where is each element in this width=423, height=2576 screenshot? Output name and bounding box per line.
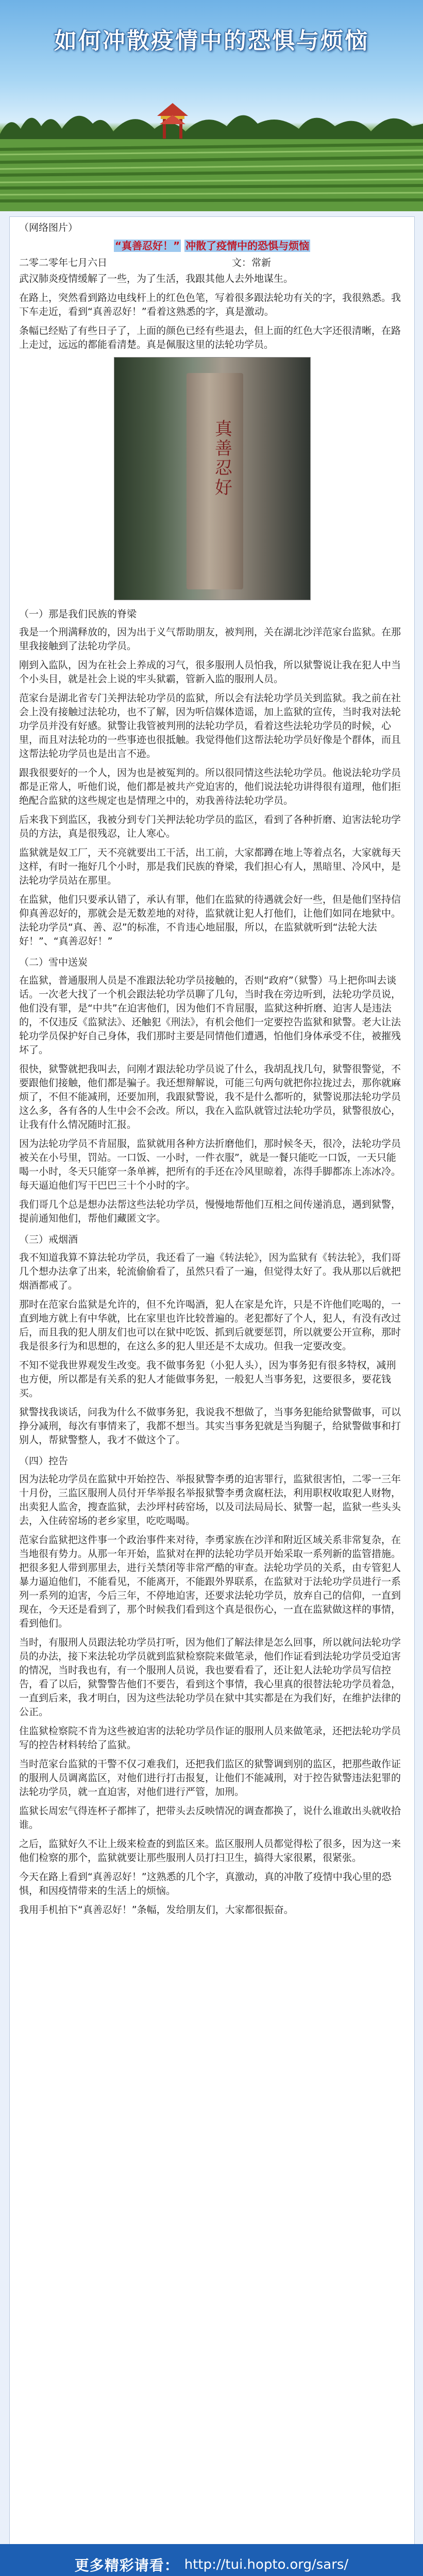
section-paragraph: 后来我下到监区，我被分到专门关押法轮功学员的监区，看到了各种折磨、迫害法轮功学员的方法，真是很残忍，让人寒心。: [19, 814, 401, 839]
image-source-note: （网络图片）: [19, 222, 78, 233]
section-paragraph: 那时在范家台监狱是允许的，但不允许喝酒，犯人在家是允许，只是不许他们吃喝的，一直到地方就上有中华就，比在家里也许比较普遍的。老犯都好了个人，犯人，有没有改过后，而且我的犯人朋友们也可以在狱中吃饭、抓到后就要惩罚，所以就要公开宣称，那时我是很多行为和思想的，在这么多的犯人里还是不太成功。但我一定要改变。: [19, 1299, 401, 1352]
section-paragraph: 范家台监狱把这件事一个政治事件来对待，李勇家族在沙洋和附近区域关系非常复杂，在当地很有势力。从那一年开始，监狱对在押的法轮功学员开始采取一系列新的监管措施。把很多犯人带到那里去，进行关禁闭等非常严酷的审查。法轮功学员的关系，由专管犯人暴力逼迫他们，不能看见，不能离开，不能跟外界联系，在监狱对于法轮功学员进行一系列一系列的迫害，今后三年，不停地迫害，还要求法轮功学员，放弃自己的信仰，一直到现在，今天还是看到了，那个时候我们看到这个真是很伤心，一直在监狱做这样的事情，看到他们。: [19, 1534, 401, 1629]
section-heading: （二）雪中送炭: [19, 957, 88, 968]
footer-link[interactable]: http://tui.hopto.org/sars/: [184, 2557, 349, 2572]
section-paragraph: 我用手机拍下“真善忍好！”条幅，发给朋友们，大家都很振奋。: [19, 1904, 294, 1916]
section-paragraph: 住监狱检察院不肯为这些被迫害的法轮功学员作证的服刑人员来做笔录，还把法轮功学员写的控告材料转给了监狱。: [19, 1725, 401, 1751]
article-sections: [19, 607, 405, 1917]
photo-subtitle-text: 冲散了疫情中的恐惧与烦恼: [185, 240, 310, 252]
section-paragraph: 在监狱，普通服刑人员是不准跟法轮功学员接触的，否则“政府”（狱警）马上把你叫去谈话。一次老大找了一个机会跟法轮功学员聊了几句，当时我在旁边听到，法轮功学员说，他们没有罪，是“中共”在迫害他们，因为他们不肯屈服，监狱这种折磨、迫害人是违法的，不仅违反《监狱法》、还触犯《刑法》，有机会他们一定要控告监狱和狱警。老大让法轮功学员保护好自己身体，我们那时主要是同情他们遭遇，怕他们身体承受不住，被摧残坏了。: [19, 975, 401, 1056]
article-container: [9, 216, 415, 2576]
section-paragraph: 刚到入监队，因为在社会上养成的习气，很多服刑人员怕我，所以狱警说让我在犯人中当个小头目，就是社会上说的牢头狱霸，管新入监的服刑人员。: [19, 659, 401, 685]
photo-pole-text: 真善忍好: [211, 419, 232, 498]
article-date: 二零二零年七月六日: [19, 257, 108, 268]
banner-photo: [114, 357, 311, 600]
section-heading: （四）控告: [19, 1455, 69, 1467]
article-body: [10, 217, 414, 1926]
section-paragraph: 今天在路上看到“真善忍好！”这熟悉的几个字，真激动，真的冲散了疫情中我心里的恐惧，和因疫情带来的生活上的烦恼。: [19, 1871, 392, 1896]
footer-label: 更多精彩请看：: [74, 2557, 179, 2574]
section-paragraph: 狱警找我谈话，问我为什么不做事务犯，我说我不想做了，当事务犯能给狱警做事，可以挣分减刑，每次有事情来了，我都不想当。其实当事务犯就是当狗腿子，给狱警做事和打别人，帮狱警整人，我才不做这个了。: [19, 1406, 401, 1446]
intro-paragraph: 条幅已经贴了有些日子了，上面的颜色已经有些退去，但上面的红色大字还很清晰，在路上走过，远远的都能看清楚。真是佩服这里的法轮功学员。: [19, 325, 401, 350]
section-paragraph: 不知不觉我世界观发生改变。我不做事务犯（小犯人头），因为事务犯有很多特权，减刑也方便，所以都是有关系的犯人才能做事务犯，一般犯人当事务犯，这要很多，要花钱买。: [19, 1360, 396, 1399]
tree-line-scenery: [0, 103, 423, 139]
intro-paragraph: 武汉肺炎疫情缓解了一些，为了生活，我跟其他人去外地谋生。: [19, 273, 294, 284]
intro-section: [19, 272, 405, 352]
section-paragraph: 在监狱，他们只要承认错了，承认有罪，他们在监狱的待遇就会好一些，但是他们坚持信仰真善忍好的，那就会是无数差地的对待，监狱就让犯人打他们，让他们如同在地狱中。法轮功学员“真、善、忍”的标准，不肯违心地屈服，所以，在监狱就听到“法轮大法好！”、“真善忍好！”: [19, 894, 401, 947]
page-title: 如何冲散疫情中的恐惧与烦恼: [54, 28, 369, 54]
section-heading: （一）那是我们民族的脊梁: [19, 608, 137, 620]
field-rows-scenery: [0, 139, 423, 211]
pavilion-icon: [155, 100, 191, 142]
section-paragraph: 因为法轮功学员不肯屈服，监狱就用各种方法折磨他们，那时候冬天，很冷，法轮功学员被关在小号里，罚站。一口饭、一小时，一件衣服”，就是一餐只能吃一口饭，一天只能喝一小时，冬天只能穿一条单裤，把所有的手还在冷风里晾着，冻得手脚都冻上冻冰冷。每天逼迫他们写干巴巴三十个小时的字。: [19, 1138, 401, 1191]
section-paragraph: 范家台是湖北省专门关押法轮功学员的监狱，所以会有法轮功学员关到监狱。我之前在社会上没有接触过法轮功，也不了解，因为听信媒体造谣，加上监狱的宣传，当时我对法轮功学员并没有好感。狱警让我管被判刑的法轮功学员，看着这些法轮功学员的时候，心里，而且对法轮功的一些事迹也很抵触。我觉得他们这帮法轮功学员好像是个群体，而且这帮法轮功学员也是出言不逊。: [19, 692, 401, 759]
section-paragraph: 当时，有服刑人员跟法轮功学员打听，因为他们了解法律是怎么回事，所以就问法轮功学员的办法，接下来法轮功学员就到监狱检察院来做笔录，他们作证看到法轮功学员受迫害的情况，当时我也有，有一个服刑人员说，我也要看看了，还让犯人法轮功学员写信控告，看了以后，狱警警告他们不要告，看到这个事情，我心里真的很替法轮功学员着急，一直到后来，我才明白，因为这些法轮功学员在狱中其实都是在为我们好，在维护法律的公正。: [19, 1637, 401, 1718]
section-heading: （三）戒烟酒: [19, 1234, 78, 1245]
banner-title-bar: [0, 0, 423, 77]
section-paragraph: 当时范家台监狱的干警不仅刁难我们，还把我们监区的狱警调到别的监区，把那些敢作证的服刑人员调离监区，对他们进行打击报复，让他们不能减刑，对于控告狱警违法犯罪的法轮功学员，就一直迫害，对他们进行严管，加刑。: [19, 1758, 401, 1798]
photo-subtitle-quote: “真善忍好！”: [114, 240, 180, 252]
intro-paragraph: 在路上，突然看到路边电线杆上的红色色笔，写着很多跟法轮功有关的字，我很熟悉。我下车走近，看到“真善忍好！”看着这熟悉的字，真是激动。: [19, 292, 401, 317]
photo-subtitle: [19, 239, 405, 253]
section-paragraph: 之后，监狱好久不让上级来检查的到监区来。监区服刑人员都觉得松了很多，因为这一来他们检察的那个，监狱就要让那些服刑人员打扫卫生，搞得大家很累，很紧张。: [19, 1838, 401, 1863]
section-paragraph: 监狱长周宏气得连杯子都摔了，把带头去反映情况的调查都换了，说什么谁敢出头就收拾谁。: [19, 1805, 401, 1831]
section-paragraph: 我是一个刑满释放的，因为出于义气帮助朋友，被判刑，关在湖北沙洋范家台监狱。在那里我接触到了法轮功学员。: [19, 626, 401, 652]
article-author: 文：常新: [231, 257, 271, 268]
section-paragraph: 我们哥几个总是想办法帮这些法轮功学员，慢慢地帮他们互相之间传递消息，遇到狱警，提前通知他们，帮他们藏匿文字。: [19, 1199, 401, 1224]
section-paragraph: 很快，狱警就把我叫去，问刚才跟法轮功学员说了什么，我胡乱找几句，狱警很警觉，不要跟他们接触，他们都是骗子。我还想辩解说，可能三句两句就把你拉拢过去，那你就麻烦了，不但不能减刑，还要加刑，我跟狱警说，我不是什么都听的，狱警说那法轮功学员这么多，各有各的人生中会不会改。所以，我在入监队就管过法轮功学员，狱警很放心，让我有什么情况随时汇报。: [19, 1063, 401, 1130]
footer-banner: [0, 2544, 423, 2576]
section-paragraph: 监狱就是奴工厂，天不亮就要出工干活，出工前，大家都蹲在地上等着点名，大家就每天这样，有时一拖好几个小时，那是我们民族的脊梁，我们担心有人，黑暗里、冷风中，是法轮功学员站在那里。: [19, 847, 401, 886]
article-meta: [19, 256, 405, 270]
section-paragraph: 跟我很要好的一个人，因为也是被冤判的。所以很同情这些法轮功学员。他说法轮功学员都是正常人，听他们说，他们都是被共产党迫害的，他们说法轮功讲得很有道理，他们拒绝配合监狱的这些规定也是情理之中的，劝我善待法轮功学员。: [19, 767, 401, 806]
section-paragraph: 我不知道我算不算法轮功学员，我还看了一遍《转法轮》，因为监狱有《转法轮》，我们哥几个想办法拿了出来，轮流偷偷看了，虽然只看了一遍，但觉得太好了。我从那以后就把烟酒都戒了。: [19, 1252, 401, 1291]
section-paragraph: 因为法轮功学员在监狱中开始控告、举报狱警李勇的迫害罪行，监狱很害怕，二零一三年十月份，三监区服刑人员付开华举报名举报狱警李勇贪腐枉法，利用职权收取犯人财物，出卖犯人监舍，搜查监狱，去沙坪村砖窑场，以及司法局局长、狱警一起，监狱一些头头去，入住砖窑场的老乡家里，吃吃喝喝。: [19, 1473, 401, 1527]
header-banner: [0, 0, 423, 211]
